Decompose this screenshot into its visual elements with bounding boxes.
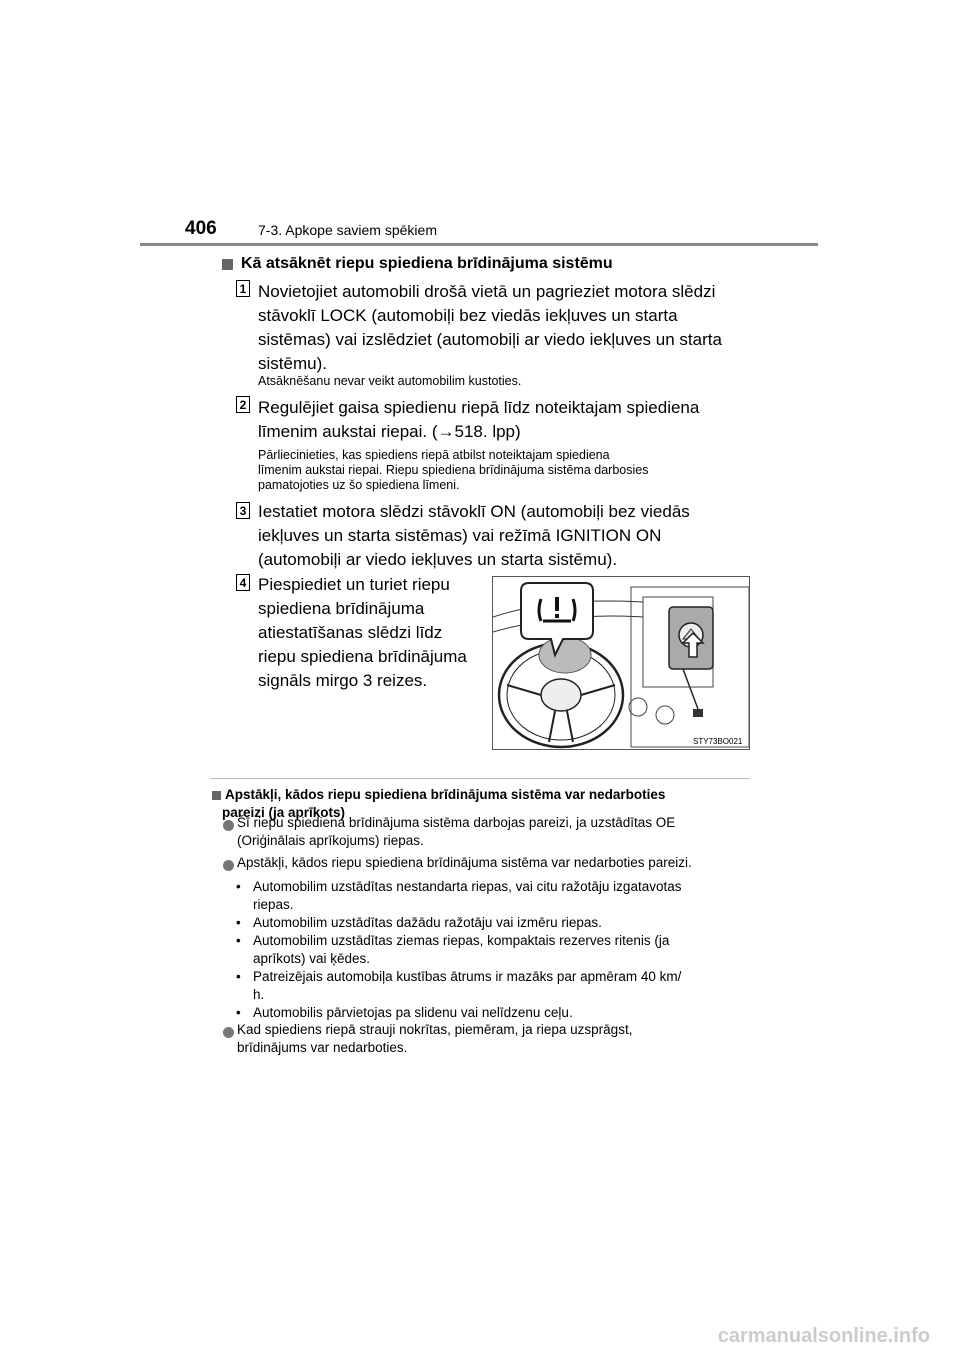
note-line: Apstākļi, kādos riepu spiediena brīdinājuma sistēma var nedarboties pareizi. <box>237 855 692 870</box>
sub-line: Automobilis pārvietojas pa slidenu vai nelīdzenu ceļu. <box>253 1005 573 1020</box>
section-heading <box>222 255 613 273</box>
note-line: brīdinājums var nedarboties. <box>237 1040 408 1055</box>
sub-item <box>236 878 748 914</box>
sub-item <box>236 914 748 932</box>
note-item-3 <box>237 1021 747 1057</box>
step-number-4: 4 <box>236 574 250 591</box>
text-line: spiediena brīdinājuma <box>258 599 425 618</box>
note-line: (Oriģinālais aprīkojums) riepas. <box>237 833 424 848</box>
dashboard-illustration <box>492 576 750 750</box>
step-1-note <box>258 374 744 389</box>
bullet-point-icon: • <box>236 1005 241 1020</box>
sub-line: Patreizējais automobiļa kustības ātrums ir mazāks par apmēram 40 km/ <box>253 969 682 984</box>
text-line: līmenim aukstai riepai. (→518. lpp) <box>258 422 521 441</box>
text-line: iekļuves un starta sistēmas) vai režīmā IGNITION ON <box>258 526 662 545</box>
round-bullet-icon <box>223 858 234 876</box>
square-bullet-icon <box>212 791 221 800</box>
square-bullet-icon <box>222 259 233 270</box>
bullet-point-icon: • <box>236 915 241 930</box>
text-line: (automobiļi ar viedo iekļuves un starta sistēmu). <box>258 550 618 569</box>
watermark: carmanualsonline.info <box>717 1325 930 1347</box>
sub-item <box>236 1004 748 1022</box>
section-divider <box>210 778 750 779</box>
text-line: signāls mirgo 3 reizes. <box>258 671 428 690</box>
note-item-2 <box>237 854 757 872</box>
sub-line: Automobilim uzstādītas nestandarta riepas, vai citu ražotāju izgatavotas <box>253 879 682 894</box>
step-3-text <box>258 500 744 572</box>
steering-wheel-illustration <box>493 577 749 749</box>
step-1-text <box>258 280 744 376</box>
figure-code: STY73BO021 <box>693 737 743 746</box>
text-line: Piespiediet un turiet riepu <box>258 575 450 594</box>
step-number-2: 2 <box>236 396 250 413</box>
note-line: līmenim aukstai riepai. Riepu spiediena brīdinājuma sistēma darbosies <box>258 463 649 477</box>
step-number-3: 3 <box>236 502 250 519</box>
note-line: Atsāknēšanu nevar veikt automobilim kustoties. <box>258 374 522 388</box>
text-line: Novietojiet automobili drošā vietā un pagrieziet motora slēdzi <box>258 282 716 301</box>
step-number-1: 1 <box>236 280 250 297</box>
sub-item <box>236 932 748 968</box>
round-bullet-icon <box>223 1025 234 1043</box>
text-line: atiestatīšanas slēdzi līdz <box>258 623 443 642</box>
sub-line: riepas. <box>253 897 294 912</box>
text-line: sistēmas) vai izslēdziet (automobiļi ar viedo iekļuves un starta <box>258 330 722 349</box>
chapter-title: 7-3. Apkope saviem spēkiem <box>258 222 437 238</box>
text-line: sistēmu). <box>258 354 327 373</box>
step-2-text <box>258 396 744 444</box>
text-line: Iestatiet motora slēdzi stāvoklī ON (automobiļi bez viedās <box>258 502 690 521</box>
page-number: 406 <box>185 218 217 239</box>
bullet-point-icon: • <box>236 879 241 894</box>
step-2-note <box>258 448 744 493</box>
sub-line: aprīkots) vai ķēdes. <box>253 951 371 966</box>
text-line: riepu spiediena brīdinājuma <box>258 647 467 666</box>
sub-list <box>236 878 748 1022</box>
text-line: stāvoklī LOCK (automobiļi bez viedās iekļuves un starta <box>258 306 678 325</box>
note-line: pamatojoties uz šo spiediena līmeni. <box>258 478 460 492</box>
note-line: Pārliecinieties, kas spiediens riepā atbilst noteiktajam spiediena <box>258 448 610 462</box>
text-line: Regulējiet gaisa spiedienu riepā līdz noteiktajam spiediena <box>258 398 700 417</box>
bullet-point-icon: • <box>236 969 241 984</box>
note-item-1 <box>237 814 747 850</box>
notes-title-line: Apstākļi, kādos riepu spiediena brīdinājuma sistēma var nedarboties <box>225 787 666 802</box>
sub-item <box>236 968 748 1004</box>
note-line: Kad spiediens riepā strauji nokrītas, piemēram, ja riepa uzsprāgst, <box>237 1022 633 1037</box>
notes-title-line: pareizi (ja aprīkots) <box>222 805 346 820</box>
sub-line: h. <box>253 987 265 1002</box>
notes-heading-line-1 <box>212 786 748 804</box>
round-bullet-icon <box>223 818 234 836</box>
section-title: Kā atsāknēt riepu spiediena brīdinājuma sistēmu <box>241 255 613 272</box>
note-line: Šī riepu spiediena brīdinājuma sistēma darbojas pareizi, ja uzstādītas OE <box>237 815 676 830</box>
sub-line: Automobilim uzstādītas dažādu ražotāju vai izmēru riepas. <box>253 915 602 930</box>
header-rule <box>140 243 818 246</box>
bullet-point-icon: • <box>236 933 241 948</box>
sub-line: Automobilim uzstādītas ziemas riepas, kompaktais rezerves ritenis (ja <box>253 933 670 948</box>
step-4-text <box>258 573 476 693</box>
